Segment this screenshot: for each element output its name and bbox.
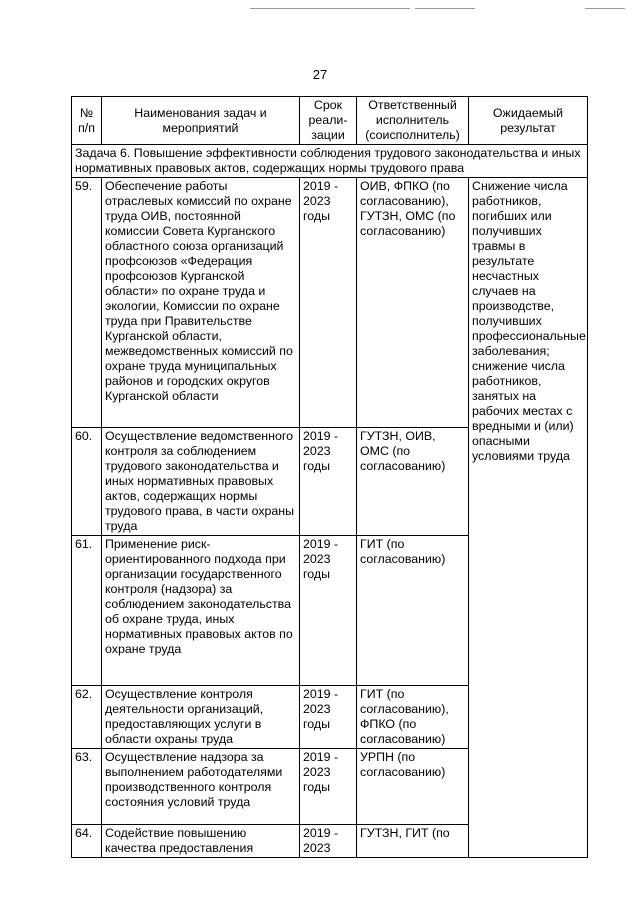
scan-artifact-line <box>585 8 625 9</box>
row-num: 64. <box>72 825 102 858</box>
measures-table <box>71 96 588 858</box>
row-term: 2019 - 2023 годы <box>300 536 357 686</box>
header-term: Срок реали-зации <box>300 97 357 145</box>
row-executor: УРПН (по согласованию) <box>357 749 469 825</box>
row-name: Осуществление надзора за выполнением работодателями производственного контроля состояния условий труда <box>102 749 300 825</box>
row-name: Содействие повышению качества предоставления <box>102 825 300 858</box>
row-executor: ГИТ (по согласованию), ФПКО (по согласованию) <box>357 686 469 749</box>
row-num: 62. <box>72 686 102 749</box>
row-term: 2019 - 2023 годы <box>300 749 357 825</box>
header-executor: Ответственный исполнитель (соисполнитель) <box>357 97 469 145</box>
task-title: Задача 6. Повышение эффективности соблюдения трудового законодательства и иных нормативных правовых актов, содержащих нормы трудового права <box>72 145 588 178</box>
row-term: 2019 - 2023 годы <box>300 428 357 536</box>
row-result: Снижение числа работников, погибших или получивших травмы в результате несчастных случаев на производстве, получивших профессиональные заболевания; снижение числа работников, занятых на рабочих местах с вредными и (или) опасными условиями труда <box>469 178 588 858</box>
row-num: 61. <box>72 536 102 686</box>
row-name: Обеспечение работы отраслевых комиссий по охране труда ОИВ, постоянной комиссии Совета Курганского областного союза организаций профсоюзов «Федерация профсоюзов Курганской области» по охране труда и экологии, Комиссии по охране труда при Правительстве Курганской области, межведомственных комиссий по охране труда муниципальных районов и городских округов Курганской области <box>102 178 300 428</box>
scan-artifact-line <box>415 8 475 9</box>
header-num: № п/п <box>72 97 102 145</box>
row-num: 63. <box>72 749 102 825</box>
row-num: 60. <box>72 428 102 536</box>
header-name: Наименования задач и мероприятий <box>102 97 300 145</box>
task-row <box>72 145 588 178</box>
row-name: Осуществление контроля деятельности организаций, предоставляющих услуги в области охраны труда <box>102 686 300 749</box>
table-row <box>72 178 588 428</box>
row-num: 59. <box>72 178 102 428</box>
table-header-row <box>72 97 588 145</box>
row-name: Осуществление ведомственного контроля за соблюдением трудового законодательства и иных нормативных правовых актов, содержащих нормы трудового права, в части охраны труда <box>102 428 300 536</box>
page-number: 27 <box>312 67 328 82</box>
row-term: 2019 - 2023 годы <box>300 686 357 749</box>
row-executor: ГУТЗН, ГИТ (по <box>357 825 469 858</box>
row-executor: ГУТЗН, ОИВ, ОМС (по согласованию) <box>357 428 469 536</box>
scan-artifact-line <box>250 8 410 9</box>
row-term: 2019 - 2023 <box>300 825 357 858</box>
row-executor: ГИТ (по согласованию) <box>357 536 469 686</box>
row-executor: ОИВ, ФПКО (по согласованию), ГУТЗН, ОМС (по согласованию) <box>357 178 469 428</box>
row-term: 2019 - 2023 годы <box>300 178 357 428</box>
row-name: Применение риск-ориентированного подхода при организации государственного контроля (надзора) за соблюдением законодательства об охране труда, иных нормативных правовых актов по охране труда <box>102 536 300 686</box>
header-result: Ожидаемый результат <box>469 97 588 145</box>
